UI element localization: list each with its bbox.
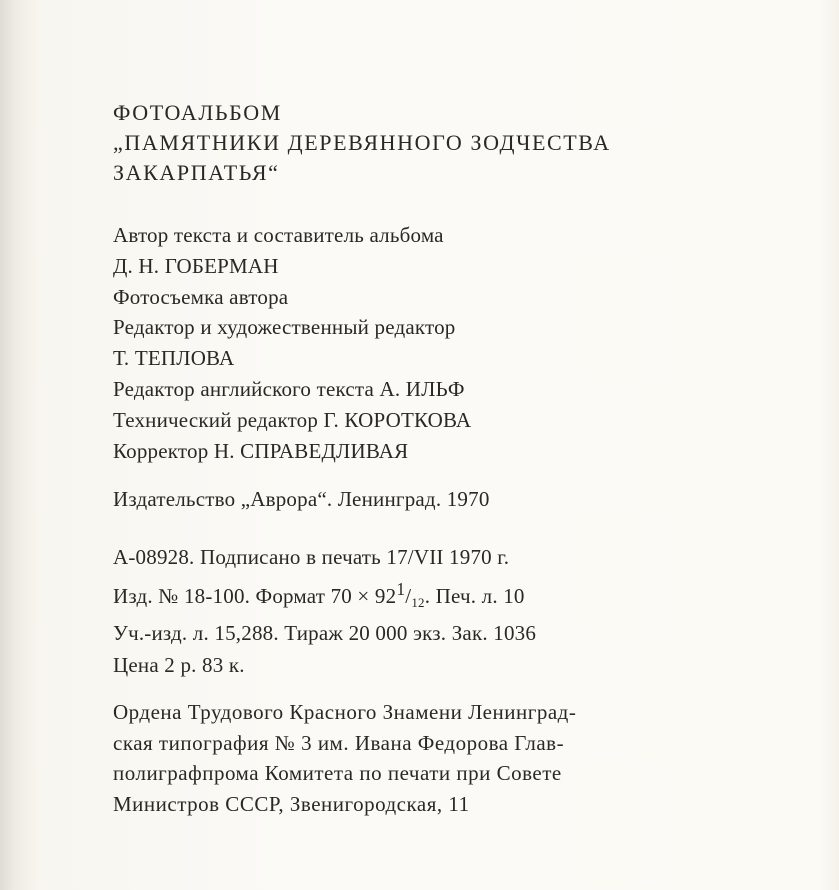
credits	[113, 220, 471, 466]
format-fraction-numerator: 1	[396, 578, 406, 599]
print-line: А-08928. Подписано в печать 17/VII 1970 г.	[113, 545, 510, 569]
printer-line: Министров СССР, Звенигородская, 11	[113, 791, 470, 816]
credit-line: Д. Н. ГОБЕРМАН	[113, 253, 279, 278]
title-line: ФОТОАЛЬБОМ	[113, 100, 282, 125]
publisher-line: Издательство „Аврора“. Ленинград. 1970	[113, 487, 490, 511]
format-sheets: . Печ. л. 10	[424, 583, 525, 608]
printer-info	[113, 697, 576, 819]
album-title	[113, 98, 611, 188]
format-fraction-denominator: 12	[411, 594, 425, 610]
title-line: „ПАМЯТНИКИ ДЕРЕВЯННОГО ЗОДЧЕСТВА	[113, 130, 611, 155]
credit-line: Редактор английского текста А. ИЛЬФ	[113, 376, 465, 401]
print-details	[113, 542, 536, 681]
credit-line: Автор текста и составитель альбома	[113, 223, 444, 247]
credit-line: Корректор Н. СПРАВЕДЛИВАЯ	[113, 438, 409, 463]
credit-line: Редактор и художественный редактор	[113, 315, 456, 340]
printer-line: Ордена Трудового Красного Знамени Ленинград-	[113, 700, 577, 724]
printer-line: полиграфпрома Комитета по печати при Совете	[113, 761, 562, 785]
title-line: ЗАКАРПАТЬЯ“	[113, 160, 280, 185]
credit-line: Фотосъемка автора	[113, 284, 289, 309]
print-format-line	[113, 574, 536, 619]
publisher-info	[113, 484, 490, 514]
print-line: Уч.-изд. л. 15,288. Тираж 20 000 экз. Зак. 1036	[113, 621, 537, 645]
format-fraction-slash: /	[405, 583, 412, 608]
credit-line: Технический редактор Г. КОРОТКОВА	[113, 407, 472, 432]
price-line: Цена 2 р. 83 к.	[113, 652, 245, 677]
credit-line: Т. ТЕПЛОВА	[113, 346, 235, 371]
printer-line: ская типография № 3 им. Ивана Федорова Глав-	[113, 730, 565, 755]
format-text: Изд. № 18-100. Формат 70 × 92	[113, 583, 397, 608]
